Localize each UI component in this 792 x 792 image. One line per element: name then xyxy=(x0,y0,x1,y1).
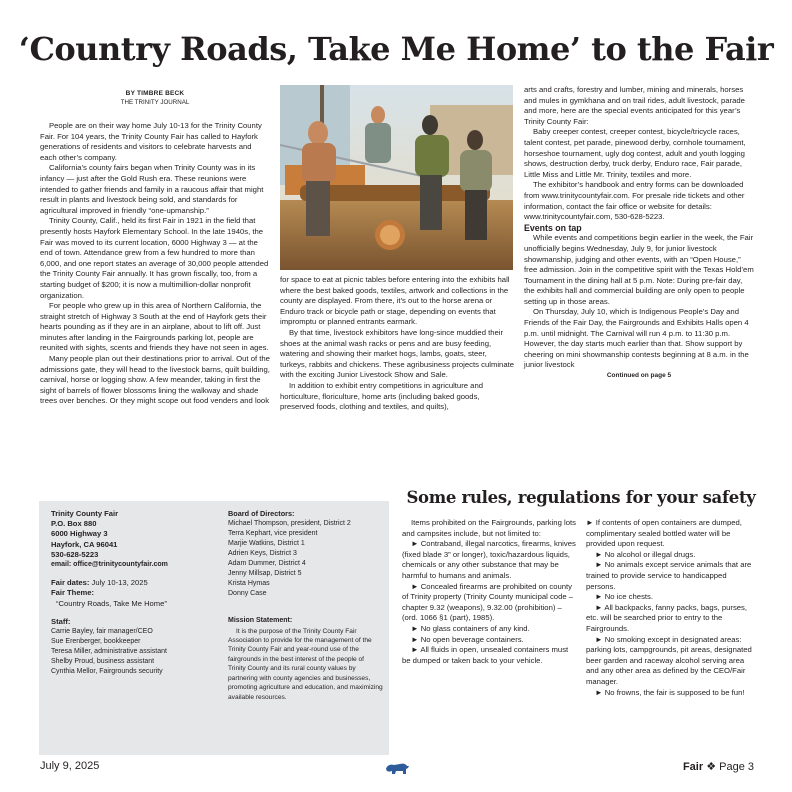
rule-item: ► All backpacks, fanny packs, bags, purses, etc. will be searched prior to entry to the Fairgrounds. xyxy=(586,602,748,633)
org-line: Trinity County Fair xyxy=(51,509,119,518)
article-paragraph: By that time, livestock exhibitors have long-since muddied their shoes at the animal wash racks or pens and are busy feeding, watering and showing their market hogs, lambs, goats, steer, turkeys, rabbits and chickens. These agribusiness projects culminate with the exciting Junior Livestock Show and Sale. xyxy=(280,327,515,380)
board-member: Jenny Millsap, District 5 xyxy=(228,569,302,577)
staff-member: Cynthia Mellor, Fairgrounds security xyxy=(51,667,163,675)
photo-illustration xyxy=(280,85,513,270)
staff-member: Teresa Miller, administrative assistant xyxy=(51,647,167,655)
article-paragraph: In addition to exhibit entry competitions in agriculture and horticulture, floriculture, home arts (including baked goods, preserved foods, clothing and textiles, and quilts), xyxy=(280,380,484,412)
rule-item: ► No smoking except in designated areas: parking lots, campgrounds, pit areas, designated beer garden and raceway alcohol serving area and any other area as defined by the CEO/Fair manager. xyxy=(586,634,752,686)
board-member: Donny Case xyxy=(228,589,267,597)
footer-page-number: Page 3 xyxy=(719,761,754,773)
staff-label: Staff: xyxy=(51,616,71,626)
article-paragraph: People are on their way home July 10-13 for the Trinity County Fair. For 104 years, the Trinity County Fair has called to Hayfork generations of residents and visitors to celebrate harvests and each other’s company. xyxy=(40,121,262,162)
board-member: Michael Thompson, president, District 2 xyxy=(228,520,351,528)
rule-item: ► All fluids in open, unsealed containers must be dumped or taken back to your vehicle. xyxy=(402,645,569,665)
footer-page xyxy=(683,760,754,773)
rule-item: ► Contraband, illegal narcotics, firearms, knives (fixed blade 3” or longer), toxic/hazardous liquids, chemicals or any other substance that may be harmful to humans and animals. xyxy=(402,539,576,580)
article-paragraph: Baby creeper contest, creeper contest, bicycle/tricycle races, talent contest, pet parade, pinewood derby, cornhole tournament, horseshoe tournament, ugly dog contest, adult and youth logging shows, destruction derby, truck derby, Enduro race, Fair parade, Little Miss and Little Mr. Trinity, textiles and more. xyxy=(524,127,746,179)
byline xyxy=(40,90,270,106)
info-right-column xyxy=(228,509,383,702)
org-line: 6000 Highway 3 xyxy=(51,529,108,539)
byline-outlet: THE TRINITY JOURNAL xyxy=(120,99,190,106)
rule-item: ► Concealed firearms are prohibited on county of Trinity property (Trinity County municipal code – chapter 9.32 (weapons), 9.32.00 (prohibition) – (ord. 1066 §1 (part), 1985). xyxy=(402,581,574,623)
rule-item: ► If contents of open containers are dumped, complimentary sealed bottled water will be provided upon request. xyxy=(586,518,742,549)
headline: ‘Country Roads, Take Me Home’ to the Fair xyxy=(18,30,774,68)
fair-info-box xyxy=(39,501,389,755)
article-paragraph: arts and crafts, forestry and lumber, mining and minerals, horses and mules in gymkhana and on trail rides, adult livestock, parade and more, here are the special events anticipated for this year’s Trinity County Fair: xyxy=(524,85,745,126)
rules-heading: Some rules, regulations for your safety xyxy=(406,488,756,507)
logging-show-photo xyxy=(280,85,513,270)
article-paragraph: Many people plan out their destinations prior to arrival. Out of the admissions gate, they will head to the livestock barns, quilt building, carnival, horse or logging show. A few meander, taking in first the sight of barrels of flower blossoms lining the walkway and shade trees over benches. Or they might scope out food venders and look xyxy=(40,354,270,406)
rules-column-1 xyxy=(402,518,578,666)
mission-label: Mission Statement: xyxy=(228,617,293,625)
board-member: Marjie Watkins, District 1 xyxy=(228,540,305,548)
board-member: Krista Hymas xyxy=(228,579,270,587)
fair-dates xyxy=(51,578,216,588)
section-subhead: Events on tap xyxy=(524,222,582,233)
fair-dates-label: Fair dates: xyxy=(51,578,90,588)
article-paragraph: While events and competitions begin earlier in the week, the Fair unofficially begins Wednesday, July 9, for junior livestock showmanship, judging and other events, with an “Open House,” free admission. Join in the competitive spirit with the Texas Hold’em Tournament in the dining hall at 5 p.m. Note: During pre-fair day, the exhibits hall and commercial building are only open to people setting up in those areas. xyxy=(524,233,754,306)
rule-item: ► No glass containers of any kind. xyxy=(411,623,530,633)
fair-theme-label: Fair Theme: xyxy=(51,588,95,598)
rule-item: ► No frowns, the fair is supposed to be fun! xyxy=(595,687,745,697)
article-paragraph: for space to eat at picnic tables before entering into the exhibits hall where the best baked goods, textiles, artwork and collections in the county are displayed. From there, it’s out to the horse arena or Enduro track or bicycle path or stage, depending on events that impromptu or planned entrants earmark. xyxy=(280,275,510,327)
continued-note: Continued on page 5 xyxy=(606,372,672,380)
article-column-3 xyxy=(524,85,754,382)
staff-member: Sue Erenberger, bookkeeper xyxy=(51,637,141,645)
fair-theme-value: “Country Roads, Take Me Home” xyxy=(56,598,167,608)
footer-date: July 9, 2025 xyxy=(40,760,100,772)
mission-statement: It is the purpose of the Trinity County Fair Association to provide for the management of the Trinity County Fair and year-round use of the fairgrounds in the best interest of the people of Trinity County and its rural county values by partnering with county agencies and businesses, promoting agriculture and education, and maximizing available resources. xyxy=(228,627,383,701)
org-line: Hayfork, CA 96041 xyxy=(51,539,118,549)
rule-item: Items prohibited on the Fairgrounds, parking lots and campsites include, but not limited to: xyxy=(402,518,576,538)
rule-item: ► No animals except service animals that are trained to provide service to handicapped persons. xyxy=(586,560,752,591)
org-email: email: office@trinitycountyfair.com xyxy=(51,561,168,569)
rules-column-2 xyxy=(586,518,756,698)
rule-item: ► No ice chests. xyxy=(595,592,654,602)
org-line: 530-628-5223 xyxy=(51,549,99,559)
article-column-1 xyxy=(40,121,270,407)
article-paragraph: The exhibitor’s handbook and entry forms can be downloaded from www.trinitycountyfair.com. For presale ride tickets and other information, contact the fair office or website for details: www.trinitycountyfair.com, 530-628-5223. xyxy=(524,180,745,222)
footer-section: Fair xyxy=(682,761,704,773)
article-paragraph: On Thursday, July 10, which is Indigenous People’s Day and Friends of the Fair Day, the Fairgrounds and Exhibits Halls open 4 p.m. until midnight. The Carnival will run 4 p.m. to 11:30 p.m. However, the day starts much earlier than that. Show support by cheering on mini showmanship contests beginning at 8 a.m. in the junior livestock xyxy=(524,307,749,370)
article-paragraph: California’s county fairs began when Trinity County was in its infancy — just after the Gold Rush era. These reunions were intended to gather friends and family in a raucous affair that might result in plants and livestock being sold, and standards for agricultural improved in friendly “one-upmanship.” xyxy=(40,163,264,215)
article-paragraph: For people who grew up in this area of Northern California, the straight stretch of Highway 3 South at the end of Hayfork gets their hearts pounding as if they are in an airplane, about to lift off. Just minutes after landing in the Fairgrounds parking lot, people are reunited with sights, scents and friends they have not seen in ages. xyxy=(40,301,269,353)
article-paragraph: Trinity County, Calif., held its first Fair in 1921 in the field that presently hosts Hayfork Elementary School. In the late 1940s, the Fair was moved to its current location, 6000 Highway 3 — at the end of town. Attendance grew from a few hundred to more than 6,000, and one report states an average of 30,000 people attended the Trinity County Fair annually. It has grown fiscally, too, from a starting budget of $200; it is now a multimillion-dollar nonprofit organization. xyxy=(40,216,269,300)
footer-separator-icon: ❖ xyxy=(706,761,717,773)
rule-item: ► No open beverage containers. xyxy=(411,634,524,644)
board-member: Adrien Keys, District 3 xyxy=(228,549,297,557)
board-member: Terra Kephart, vice president xyxy=(228,530,318,538)
org-line: P.O. Box 880 xyxy=(51,519,97,529)
bear-logo-icon xyxy=(384,760,410,776)
info-left-column xyxy=(51,509,216,677)
staff-member: Carrie Bayley, fair manager/CEO xyxy=(51,628,153,636)
board-label: Board of Directors: xyxy=(228,509,295,518)
byline-author: BY TIMBRE BECK xyxy=(125,90,185,97)
fair-dates-value: July 10-13, 2025 xyxy=(91,578,148,588)
article-column-2 xyxy=(280,275,514,413)
rule-item: ► No alcohol or illegal drugs. xyxy=(595,549,696,559)
board-member: Adam Dummer, District 4 xyxy=(228,559,306,567)
staff-member: Shelby Proud, business assistant xyxy=(51,657,155,665)
